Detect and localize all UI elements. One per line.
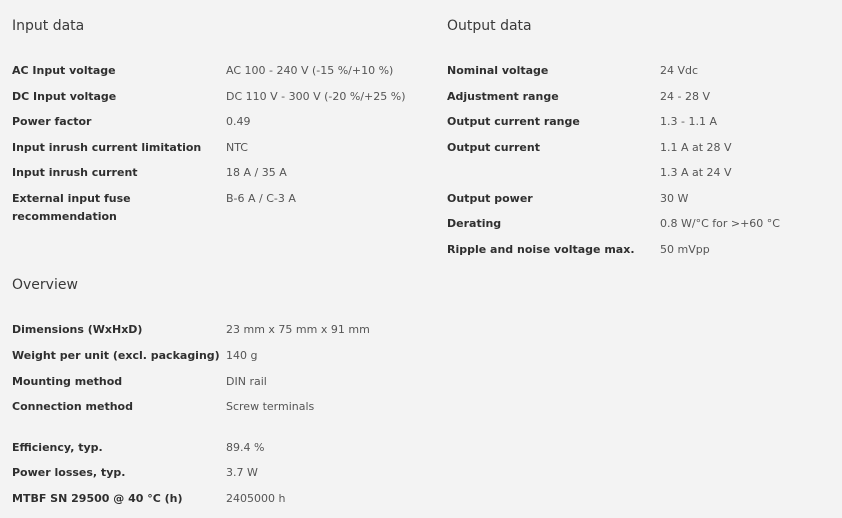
spec-value: 1.1 A at 28 V [660, 141, 732, 154]
spec-label: Output current range [447, 115, 580, 128]
spec-label: Output current [447, 141, 540, 154]
spec-label: Efficiency, typ. [12, 441, 103, 454]
spec-value: 30 W [660, 192, 689, 205]
spec-label: External input fuse recommendation [12, 192, 131, 223]
spec-value: 1.3 A at 24 V [660, 166, 732, 179]
spec-label: Power factor [12, 115, 92, 128]
spec-label: Mounting method [12, 375, 123, 388]
spec-label: Ripple and noise voltage max. [447, 243, 635, 256]
spec-label: Adjustment range [447, 90, 559, 103]
spec-label: Power losses, typ. [12, 466, 126, 479]
spec-label: AC Input voltage [12, 64, 116, 77]
spec-label: DC Input voltage [12, 90, 117, 103]
spec-label: Weight per unit (excl. packaging) [12, 349, 220, 362]
spec-value: 50 mVpp [660, 243, 710, 256]
spec-value: Screw terminals [226, 400, 315, 413]
spec-label: Connection method [12, 400, 133, 413]
spec-value: DC 110 V - 300 V (-20 %/+25 %) [226, 90, 406, 103]
spec-label: Nominal voltage [447, 64, 549, 77]
spec-value: 18 A / 35 A [226, 166, 287, 179]
spec-value: B-6 A / C-3 A [226, 192, 296, 205]
spec-label: Derating [447, 217, 502, 230]
spec-label: Dimensions (WxHxD) [12, 323, 143, 336]
output-data-title: Output data [447, 18, 532, 34]
spec-label: Output power [447, 192, 533, 205]
spec-label: Input inrush current [12, 166, 138, 179]
spec-label: MTBF SN 29500 @ 40 °C (h) [12, 492, 183, 505]
spec-label: Input inrush current limitation [12, 141, 202, 154]
spec-value: 0.49 [226, 115, 251, 128]
spec-value: 24 Vdc [660, 64, 699, 77]
spec-value: AC 100 - 240 V (-15 %/+10 %) [226, 64, 394, 77]
overview-title: Overview [12, 277, 78, 293]
spec-value: 24 - 28 V [660, 90, 710, 103]
spec-value: 140 g [226, 349, 258, 362]
spec-value: 1.3 - 1.1 A [660, 115, 717, 128]
spec-value: 89.4 % [226, 441, 265, 454]
spec-value: 23 mm x 75 mm x 91 mm [226, 323, 370, 336]
spec-value: 0.8 W/°C for >+60 °C [660, 217, 780, 230]
spec-value: NTC [226, 141, 248, 154]
spec-value: 3.7 W [226, 466, 258, 479]
spec-value: DIN rail [226, 375, 267, 388]
spec-value: 2405000 h [226, 492, 286, 505]
input-data-title: Input data [12, 18, 85, 34]
